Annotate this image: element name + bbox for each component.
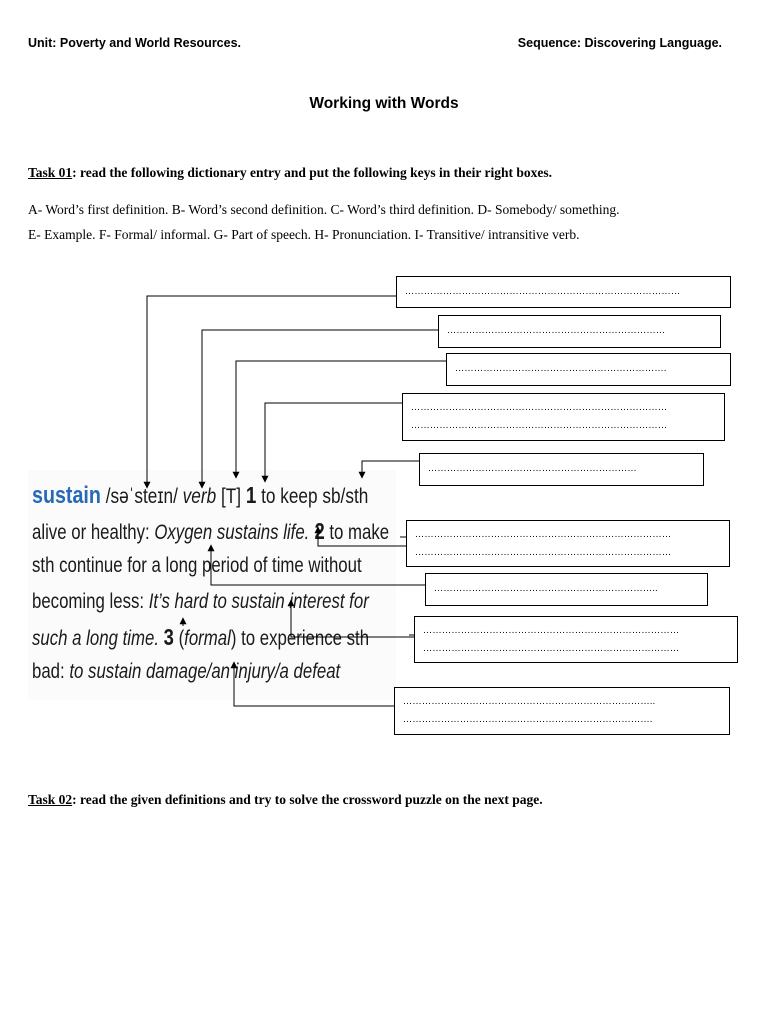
answer-dots: ……………………………………………………………………… [423, 625, 680, 635]
example-2: It’s hard to sustain interest for [148, 590, 369, 613]
answer-dots: ……………………………………………………………………… [411, 420, 668, 430]
answer-box-1[interactable] [396, 276, 731, 308]
definition-3-end: bad: [32, 660, 70, 683]
answer-dots: ……………………………………………………………………… [415, 529, 672, 539]
paren-open: ( [173, 627, 185, 650]
task-01-label: Task 01 [28, 165, 73, 180]
entry-row-3: sth continue for a long period of time without [32, 554, 362, 577]
arrow-to-example-2 [291, 600, 414, 637]
answer-dots: …………………………………………………………. [455, 363, 667, 373]
transitivity: [T] [216, 485, 246, 508]
answer-box-3[interactable] [446, 353, 731, 386]
answer-dots: …………………………………………………………… [447, 325, 666, 335]
definition-number-2: 2 [309, 518, 325, 544]
task-01-text: : read the following dictionary entry and put the following keys in their right boxes. [72, 165, 553, 180]
answer-dots: …………………………………………………………………………… [405, 286, 681, 296]
example-2-end: such a long time. [32, 627, 164, 650]
answer-box-7[interactable] [425, 573, 708, 606]
register-label: formal [184, 627, 231, 650]
pronunciation: /səˈsteɪn/ [100, 485, 183, 508]
definition-number-1: 1 [245, 482, 257, 508]
answer-dots: ………………………………………………………… [428, 463, 637, 473]
task-02-label: Task 02 [28, 792, 73, 807]
task-02-text: : read the given definitions and try to solve the crossword puzzle on the next page. [72, 792, 543, 807]
headword: sustain [32, 482, 101, 509]
arrow-to-definition-2 [318, 527, 406, 546]
unit-label: Unit: Poverty and World Resources. [28, 36, 242, 50]
part-of-speech: verb [182, 485, 217, 508]
answer-dots: ……………………………………………………………………… [423, 643, 680, 653]
definition-1-start: to keep sb/sth [256, 485, 369, 508]
definition-2-start: to make [324, 521, 390, 544]
page-title: Working with Words [309, 95, 459, 112]
answer-box-2[interactable] [438, 315, 721, 348]
definition-number-3: 3 [163, 624, 174, 650]
arrow-to-definition-1 [265, 403, 402, 482]
answer-dots: …………………………………………………………………….. [403, 696, 656, 706]
definition-3: ) to experience sth [230, 627, 370, 650]
definition-1-end: alive or healthy: [32, 521, 155, 544]
answer-box-8[interactable] [414, 616, 738, 663]
answer-dots: ……………………………………………………………………… [411, 402, 668, 412]
example-3: to sustain damage/an injury/a defeat [69, 660, 341, 683]
answer-dots: ……………………………………………………………………… [415, 547, 672, 557]
keys-line-2: E- Example. F- Formal/ informal. G- Part of speech. H- Pronunciation. I- Transitive/ intransitive verb. [28, 227, 580, 242]
answer-dots: ……………………………………………………………………. [403, 714, 653, 724]
keys-line-1: A- Word’s first definition. B- Word’s second definition. C- Word’s third definition. D- Somebody/ something. [28, 202, 620, 217]
example-1: Oxygen sustains life. [154, 521, 310, 544]
task-02-instruction [28, 792, 543, 808]
arrow-to-example-1 [211, 545, 425, 585]
answer-box-6[interactable] [406, 520, 730, 567]
answer-box-4[interactable] [402, 393, 725, 441]
definition-2-end: becoming less: [32, 590, 149, 613]
answer-box-5[interactable] [419, 453, 704, 486]
answer-dots: …………………………………………………………….. [434, 583, 658, 593]
arrow-to-pronunciation [147, 296, 396, 488]
answer-box-9[interactable] [394, 687, 730, 735]
arrow-to-somebody [362, 461, 419, 478]
arrow-to-formal [234, 662, 394, 706]
sequence-label: Sequence: Discovering Language. [517, 36, 722, 50]
